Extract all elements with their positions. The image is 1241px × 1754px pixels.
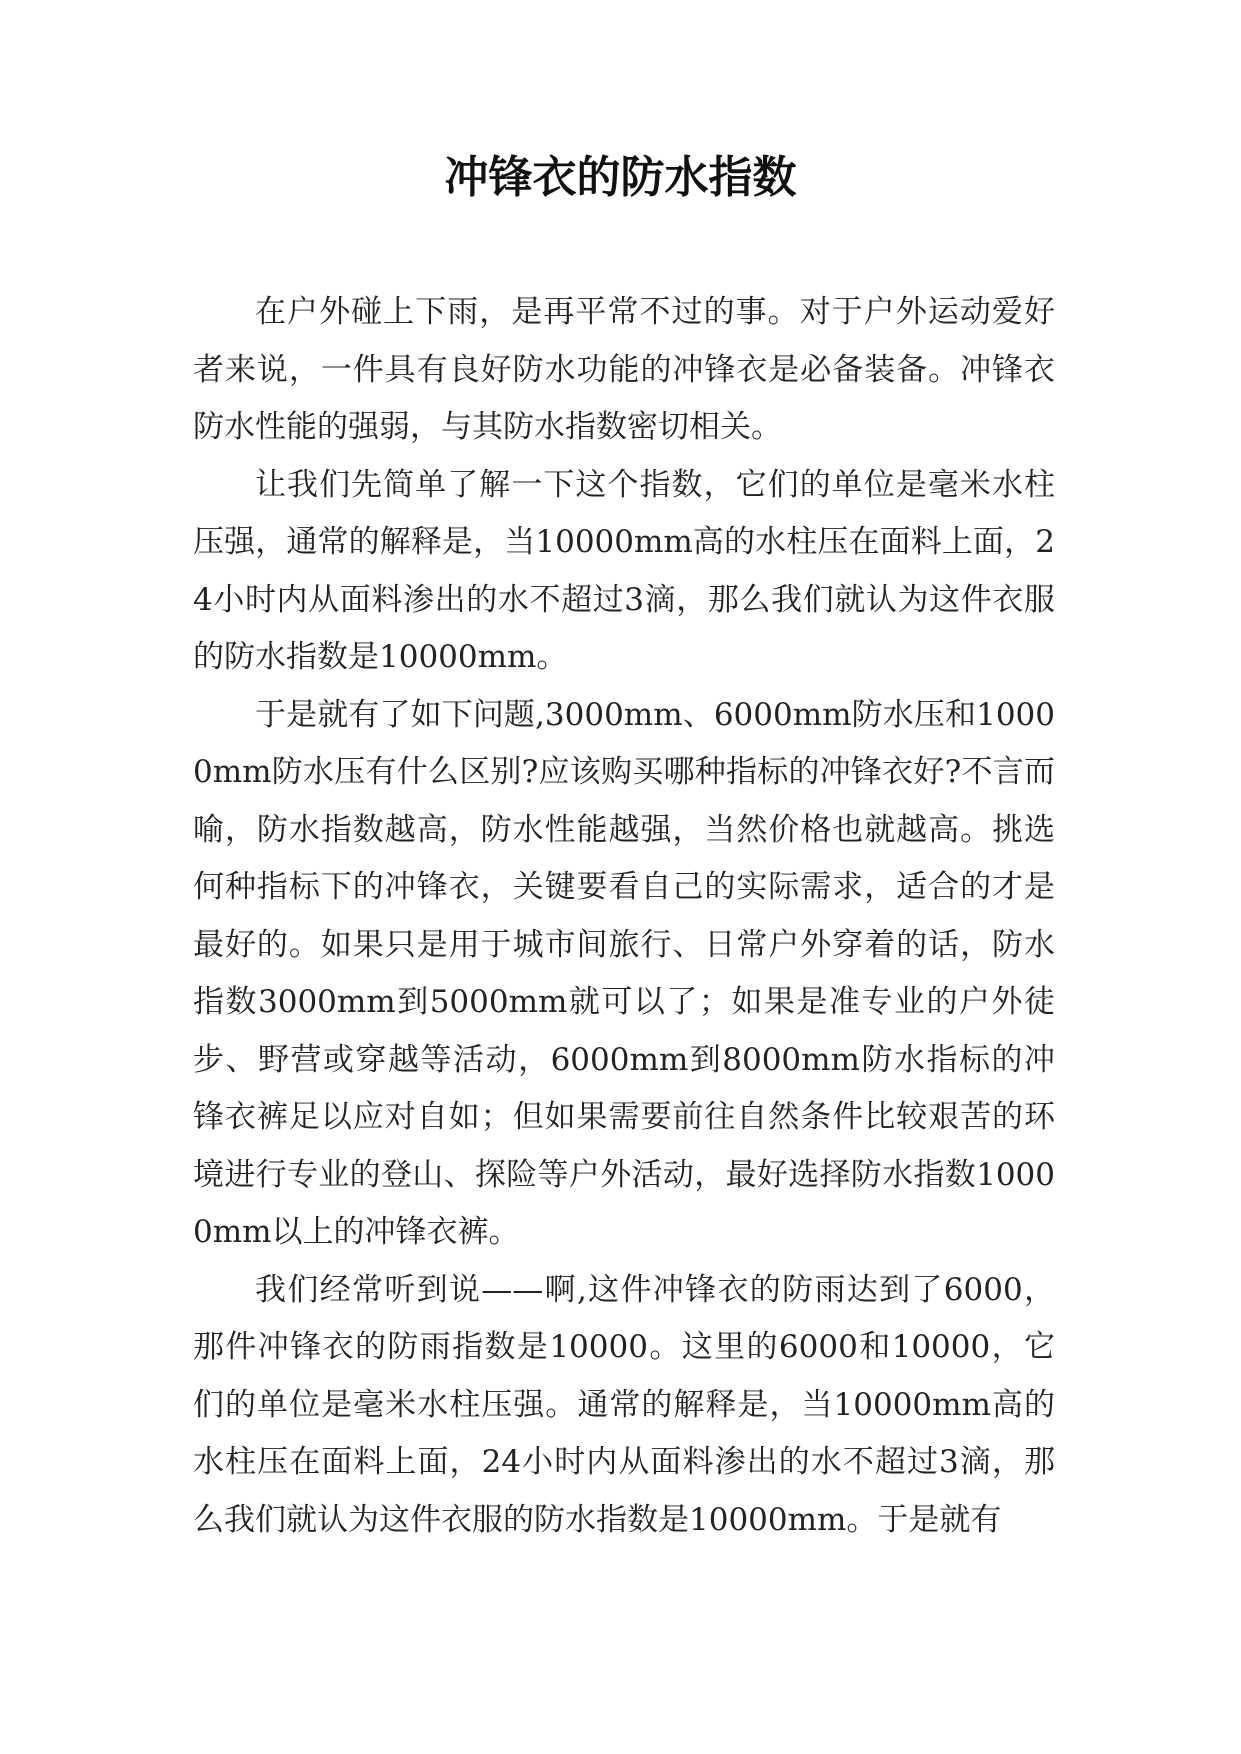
paragraph: 让我们先简单了解一下这个指数，它们的单位是毫米水柱压强，通常的解释是，当10000mm高的水柱压在面料上面，24小时内从面料渗出的水不超过3滴，那么我们就认为这件衣服的防水指数是10000mm。 [193,466,1055,675]
document-title: 冲锋衣的防水指数 [444,152,797,203]
paragraph: 于是就有了如下问题,3000mm、6000mm防水压和10000mm防水压有什么区别?应该购买哪种指标的冲锋衣好?不言而喻，防水指数越高，防水性能越强，当然价格也就越高。挑选何种指标下的冲锋衣，关键要看自己的实际需求，适合的才是最好的。如果只是用于城市间旅行、日常户外穿着的话，防水指数3000mm到5000mm就可以了；如果是准专业的户外徒步、野营或穿越等活动，6000mm到8000mm防水指标的冲锋衣裤足以应对自如；但如果需要前往自然条件比较艰苦的环境进行专业的登山、探险等户外活动，最好选择防水指数10000mm以上的冲锋衣裤。 [193,696,1055,1250]
paragraph: 在户外碰上下雨，是再平常不过的事。对于户外运动爱好者来说，一件具有良好防水功能的冲锋衣是必备装备。冲锋衣防水性能的强弱，与其防水指数密切相关。 [193,294,1055,445]
paragraph: 我们经常听到说——啊,这件冲锋衣的防雨达到了6000，那件冲锋衣的防雨指数是10000。这里的6000和10000，它们的单位是毫米水柱压强。通常的解释是，当10000mm高的水柱压在面料上面，24小时内从面料渗出的水不超过3滴，那么我们就认为这件衣服的防水指数是10000mm。于是就有 [193,1271,1055,1538]
document-body [193,284,1055,1549]
